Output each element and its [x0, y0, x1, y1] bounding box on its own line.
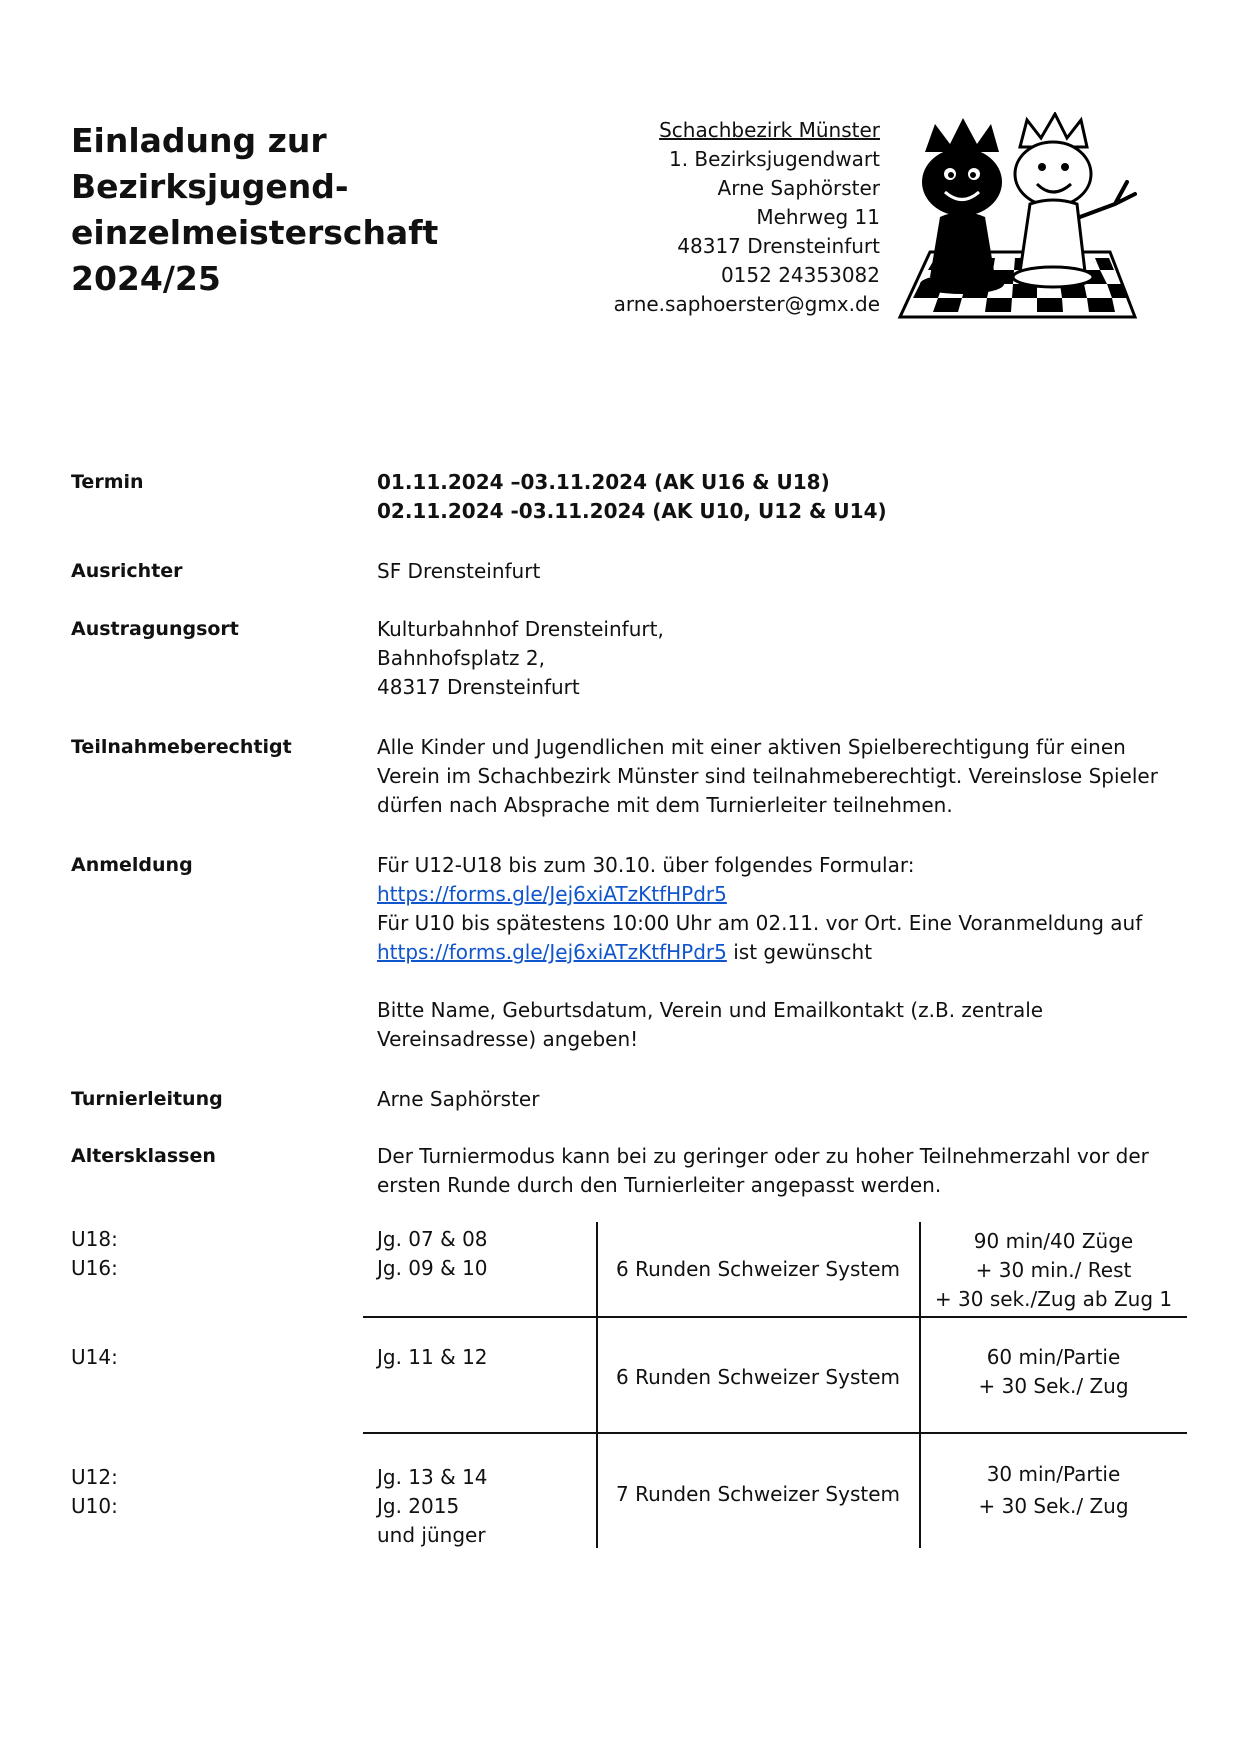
time-control-line: 90 min/40 Züge — [973, 1229, 1134, 1253]
ausrichter-value: SF Drensteinfurt — [377, 559, 541, 583]
time-control — [920, 1460, 1187, 1521]
time-control-line: + 30 Sek./ Zug — [978, 1374, 1129, 1398]
teilnahme-line: Verein im Schachbezirk Münster sind teilnahmeberechtigt. Vereinslose Spieler — [377, 764, 1158, 788]
anmeldung-line: Bitte Name, Geburtsdatum, Verein und Emailkontakt (z.B. zentrale — [377, 998, 1044, 1022]
page-title — [71, 118, 591, 302]
address-street: Mehrweg 11 — [756, 205, 880, 229]
termin-date-line: 02.11.2024 -03.11.2024 (AK U10, U12 & U14) — [377, 499, 887, 523]
tournament-system: 6 Runden Schweizer System — [615, 1365, 900, 1389]
table-row-years — [377, 1225, 488, 1283]
teilnahme-line: Alle Kinder und Jugendlichen mit einer aktiven Spielberechtigung für einen — [377, 735, 1126, 759]
turnierleitung-label: Turnierleitung — [71, 1088, 223, 1110]
birth-years: Jg. 09 & 10 — [377, 1256, 488, 1280]
birth-years: Jg. 2015 — [377, 1494, 460, 1518]
teilnahme-label: Teilnahmeberechtigt — [71, 736, 292, 758]
table-divider — [363, 1432, 1187, 1434]
age-class: U18: — [71, 1227, 118, 1251]
table-row-ages — [71, 1225, 118, 1283]
address-name: Arne Saphörster — [717, 176, 880, 200]
title-line: 2024/25 — [71, 259, 221, 298]
ausrichter-label: Ausrichter — [71, 560, 183, 582]
registration-form-link[interactable]: https://forms.gle/Jej6xiATzKtfHPdr5 — [377, 940, 727, 964]
birth-years: und jünger — [377, 1523, 486, 1547]
birth-years: Jg. 11 & 12 — [377, 1345, 488, 1369]
time-control-line: + 30 sek./Zug ab Zug 1 — [934, 1287, 1173, 1311]
tournament-system: 6 Runden Schweizer System — [615, 1257, 900, 1281]
birth-years: Jg. 13 & 14 — [377, 1465, 488, 1489]
turnierleitung-value: Arne Saphörster — [377, 1087, 540, 1111]
table-row-ages — [71, 1463, 118, 1521]
title-line: Einladung zur — [71, 121, 327, 160]
time-control — [920, 1343, 1187, 1401]
termin-date-line: 01.11.2024 –03.11.2024 (AK U16 & U18) — [377, 470, 830, 494]
venue-line: Kulturbahnhof Drensteinfurt, — [377, 617, 664, 641]
address-city: 48317 Drensteinfurt — [677, 234, 880, 258]
altersklassen-line: Der Turniermodus kann bei zu geringer oder zu hoher Teilnehmerzahl vor der — [377, 1144, 1149, 1168]
time-control-line: + 30 Sek./ Zug — [978, 1494, 1129, 1518]
venue-line: 48317 Drensteinfurt — [377, 675, 580, 699]
time-control-line: 30 min/Partie — [986, 1462, 1121, 1486]
address-role: 1. Bezirksjugendwart — [668, 147, 880, 171]
title-line: einzelmeisterschaft — [71, 213, 439, 252]
tournament-system: 7 Runden Schweizer System — [615, 1482, 900, 1506]
sender-address — [560, 116, 880, 319]
chess-king-mascots-icon — [895, 112, 1155, 327]
registration-form-link[interactable]: https://forms.gle/Jej6xiATzKtfHPdr5 — [377, 882, 727, 906]
anmeldung-label: Anmeldung — [71, 854, 193, 876]
anmeldung-line: ist gewünscht — [726, 940, 873, 964]
age-class: U14: — [71, 1345, 118, 1369]
title-line: Bezirksjugend- — [71, 167, 349, 206]
altersklassen-line: ersten Runde durch den Turnierleiter angepasst werden. — [377, 1173, 942, 1197]
anmeldung-line: Für U10 bis spätestens 10:00 Uhr am 02.11. vor Ort. Eine Voranmeldung auf — [377, 911, 1143, 935]
austragungsort-label: Austragungsort — [71, 618, 239, 640]
address-phone: 0152 24353082 — [720, 263, 880, 287]
address-org: Schachbezirk Münster — [659, 118, 880, 142]
age-class: U10: — [71, 1494, 118, 1518]
anmeldung-line: Vereinsadresse) angeben! — [377, 1027, 639, 1051]
time-control — [920, 1227, 1187, 1314]
time-control-line: 60 min/Partie — [986, 1345, 1121, 1369]
age-class: U16: — [71, 1256, 118, 1280]
time-control-line: + 30 min./ Rest — [975, 1258, 1132, 1282]
table-row-years — [377, 1463, 488, 1550]
venue-line: Bahnhofsplatz 2, — [377, 646, 545, 670]
age-class: U12: — [71, 1465, 118, 1489]
termin-label: Termin — [71, 471, 144, 493]
table-row-years — [377, 1343, 488, 1372]
address-email: arne.saphoerster@gmx.de — [613, 292, 880, 316]
birth-years: Jg. 07 & 08 — [377, 1227, 488, 1251]
teilnahme-line: dürfen nach Absprache mit dem Turnierleiter teilnehmen. — [377, 793, 953, 817]
altersklassen-label: Altersklassen — [71, 1145, 216, 1167]
anmeldung-line: Für U12-U18 bis zum 30.10. über folgendes Formular: — [377, 853, 915, 877]
table-row-ages — [71, 1343, 118, 1372]
table-divider — [363, 1316, 1187, 1318]
